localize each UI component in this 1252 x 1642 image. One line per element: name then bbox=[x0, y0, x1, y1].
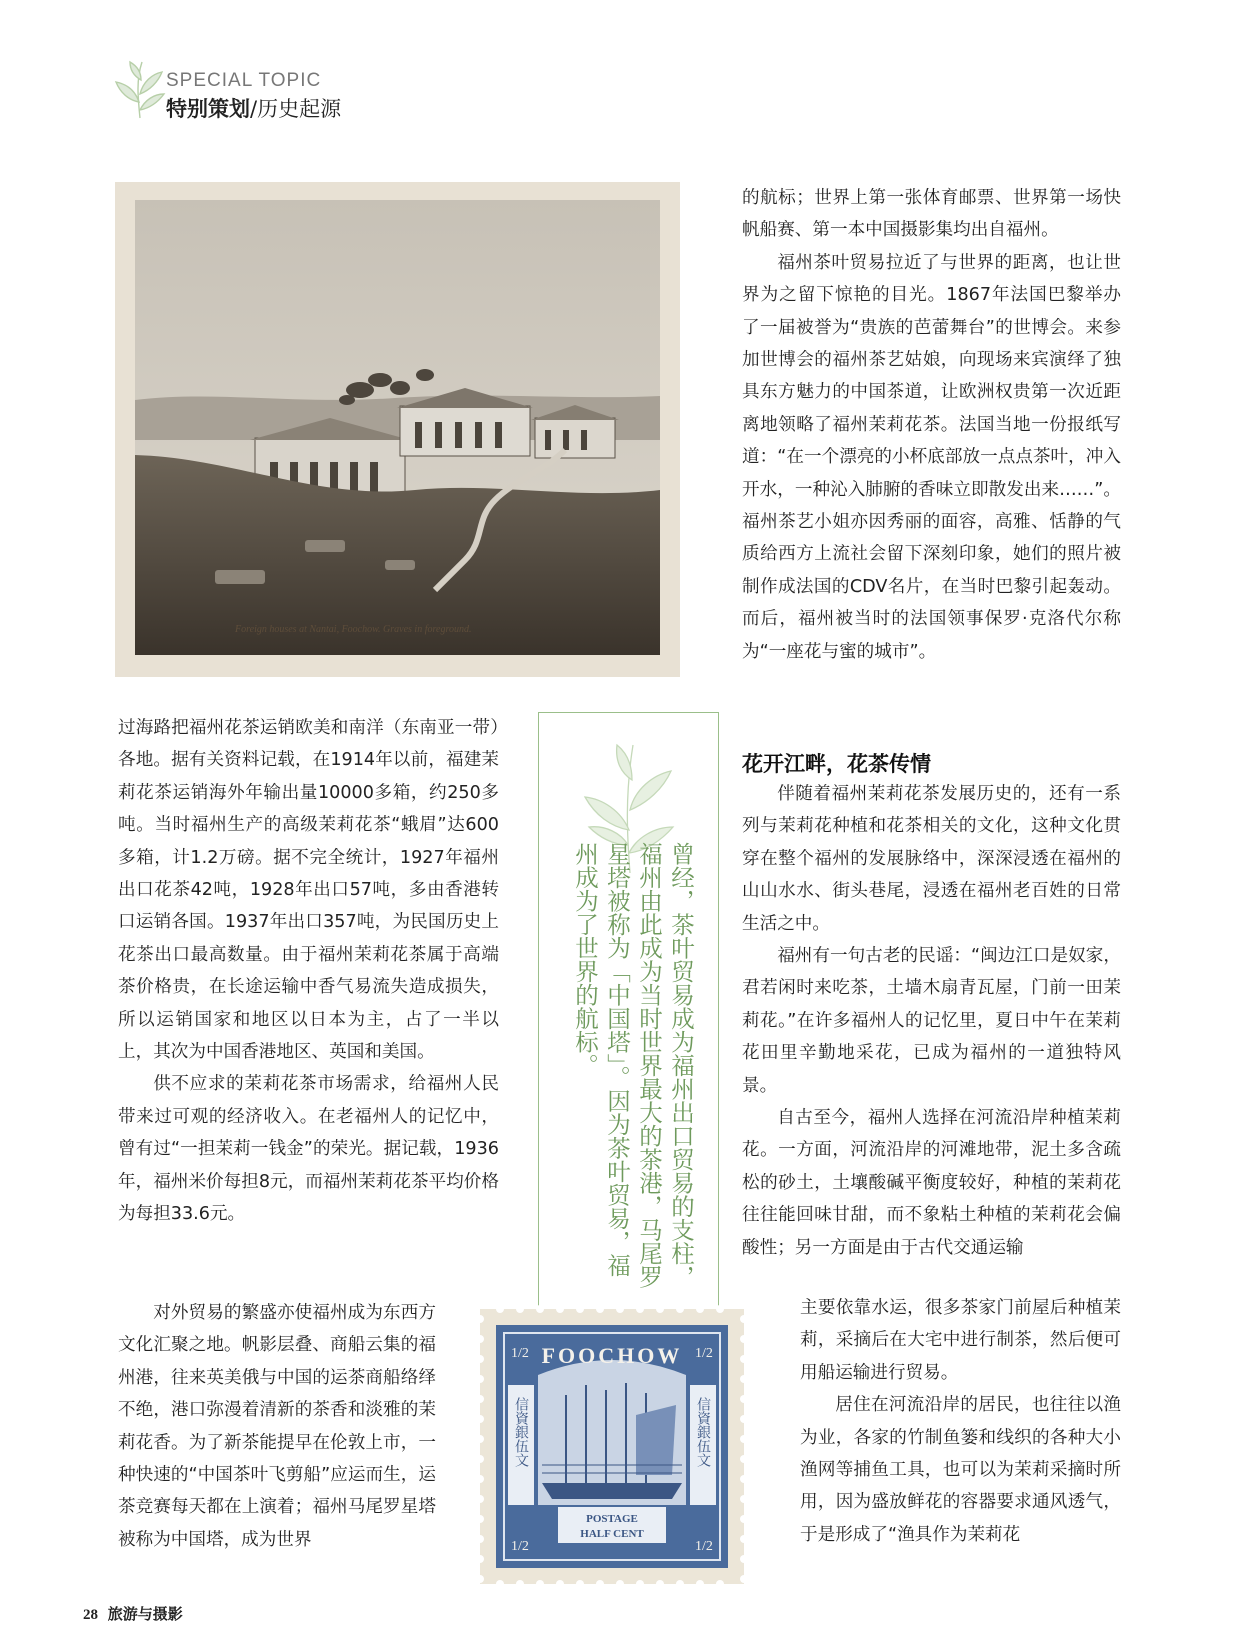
right-paragraph-2: 福州茶叶贸易拉近了与世界的距离，也让世界为之留下惊艳的目光。1867年法国巴黎举办了一届被誉为“贵族的芭蕾舞台”的世博会。来参加世博会的福州茶艺姑娘，向现场来宾演绎了独具东方魅力的中国茶道，让欧洲权贵第一次近距离地领略了福州茉莉花茶。法国当地一份报纸写道：“在一个漂亮的小杯底部放一点点茶叶，冲入开水，一种沁入肺腑的香味立即散发出来……”。福州茶艺小姐亦因秀丽的面容，高雅、恬静的气质给西方上流社会留下深刻印象，她们的照片被制作成法国的CDV名片，在当时巴黎引起轰动。而后，福州被当时的法国领事保罗·克洛代尔称为“一座花与蜜的城市”。 bbox=[742, 252, 1121, 662]
right-paragraph-6: 主要依靠水运，很多茶家门前屋后种植茉莉，采摘后在大宅中进行制茶，然后便可用船运输进行贸易。 bbox=[800, 1298, 1121, 1383]
magazine-name: 旅游与摄影 bbox=[107, 1607, 183, 1623]
stamp-corner-tl: 1/2 bbox=[511, 1346, 529, 1361]
section-heading: 花开江畔，花茶传情 bbox=[742, 752, 931, 776]
right-column-narrow bbox=[800, 1292, 1121, 1551]
left-paragraph-1: 过海路把福州花茶运销欧美和南洋（东南亚一带）各地。据有关资料记载，在1914年以前，福建茉莉花茶运销海外年输出量10000多箱，约250多吨。当时福州生产的高级茉莉花茶“蛾眉”达600多箱，计1.2万磅。据不完全统计，1927年福州出口花茶42吨，1928年出口57吨，多由香港转口运销各国。1937年出口357吨，为民国历史上花茶出口最高数量。由于福州茉莉花茶属于高端茶价格贵，在长途运输中香气易流失造成损失，所以运销国家和地区以日本为主，占了一半以上，其次为中国香港地区、英国和美国。 bbox=[118, 718, 499, 1063]
stamp-side-left: 信資銀伍文 bbox=[513, 1397, 529, 1467]
stamp-corner-bl: 1/2 bbox=[511, 1539, 529, 1554]
page-footer bbox=[83, 1603, 183, 1624]
photo-caption: Foreign houses at Nantai, Foochow. Graves in foreground. bbox=[235, 624, 472, 635]
photo-image bbox=[135, 200, 660, 655]
right-paragraph-4: 福州有一句古老的民谣：“闽边江口是奴家，君若闲时来吃茶，土墙木扇青瓦屋，门前一田茉莉花。”在许多福州人的记忆里，夏日中午在茉莉花田里辛勤地采花，已成为福州的一道独特风景。 bbox=[742, 946, 1121, 1096]
historic-photo bbox=[115, 182, 680, 677]
section-label-cn bbox=[166, 93, 341, 123]
stamp-postage-text: POSTAGE bbox=[586, 1513, 638, 1525]
stamp-top-text: FOOCHOW bbox=[541, 1343, 683, 1368]
section-label-sub: /历史起源 bbox=[250, 97, 342, 121]
left-paragraph-2: 供不应求的茉莉花茶市场需求，给福州人民带来过可观的经济收入。在老福州人的记忆中，曾有过“一担茉莉一钱金”的荣光。据记载，1936年，福州米价每担8元，而福州茉莉花茶平均价格为每担33.6元。 bbox=[118, 1074, 499, 1225]
pull-quote-text: 曾经，茶叶贸易成为福州出口贸易的支柱，福州由此成为当时世界最大的茶港，马尾罗星塔被称为「中国塔」。因为茶叶贸易，福州成为了世界的航标。 bbox=[571, 842, 695, 1289]
right-paragraph-3: 伴随着福州茉莉花茶发展历史的，还有一系列与茉莉花种植和花茶相关的文化，这种文化贯穿在整个福州的发展脉络中，深深浸透在福州的山山水水、街头巷尾，浸透在福州老百姓的日常生活之中。 bbox=[742, 784, 1121, 934]
right-paragraph-5: 自古至今，福州人选择在河流沿岸种植茉莉花。一方面，河流沿岸的河滩地带，泥土多含疏松的砂土，土壤酸碱平衡度较好，种植的茉莉花往往能回味甘甜，而不象粘土种植的茉莉花会偏酸性；另一方面是由于古代交通运输 bbox=[742, 1108, 1121, 1258]
section-label-bold: 特别策划 bbox=[166, 97, 250, 121]
stamp-value-text: HALF CENT bbox=[580, 1528, 644, 1540]
left-column bbox=[118, 712, 499, 1231]
stamp-corner-tr: 1/2 bbox=[695, 1346, 713, 1361]
right-column bbox=[742, 182, 1121, 668]
page-number: 28 bbox=[83, 1607, 98, 1623]
stamp-corner-br: 1/2 bbox=[695, 1539, 713, 1554]
left-column-narrow bbox=[118, 1297, 436, 1556]
right-paragraph-7: 居住在河流沿岸的居民，也往往以渔为业，各家的竹制鱼篓和线织的各种大小渔网等捕鱼工具，也可以为茉莉采摘时所用，因为盛放鲜花的容器要求通风透气，于是形成了“渔具作为茉莉花 bbox=[800, 1395, 1121, 1545]
section-label-en: SPECIAL TOPIC bbox=[166, 70, 322, 91]
stamp-side-right: 信資銀伍文 bbox=[695, 1397, 711, 1467]
right-column-2 bbox=[742, 778, 1121, 1264]
leaf-logo-icon bbox=[108, 58, 172, 122]
right-paragraph-1: 的航标；世界上第一张体育邮票、世界第一场快帆船赛、第一本中国摄影集均出自福州。 bbox=[742, 188, 1121, 241]
left-paragraph-3: 对外贸易的繁盛亦使福州成为东西方文化汇聚之地。帆影层叠、商船云集的福州港，往来英美俄与中国的运茶商船络绎不绝，港口弥漫着清新的茶香和淡雅的茉莉花香。为了新茶能提早在伦敦上市，一种快速的“中国茶叶飞剪船”应运而生，运茶竞赛每天都在上演着；福州马尾罗星塔被称为中国塔，成为世界 bbox=[118, 1303, 436, 1550]
foochow-stamp-image bbox=[476, 1305, 748, 1588]
